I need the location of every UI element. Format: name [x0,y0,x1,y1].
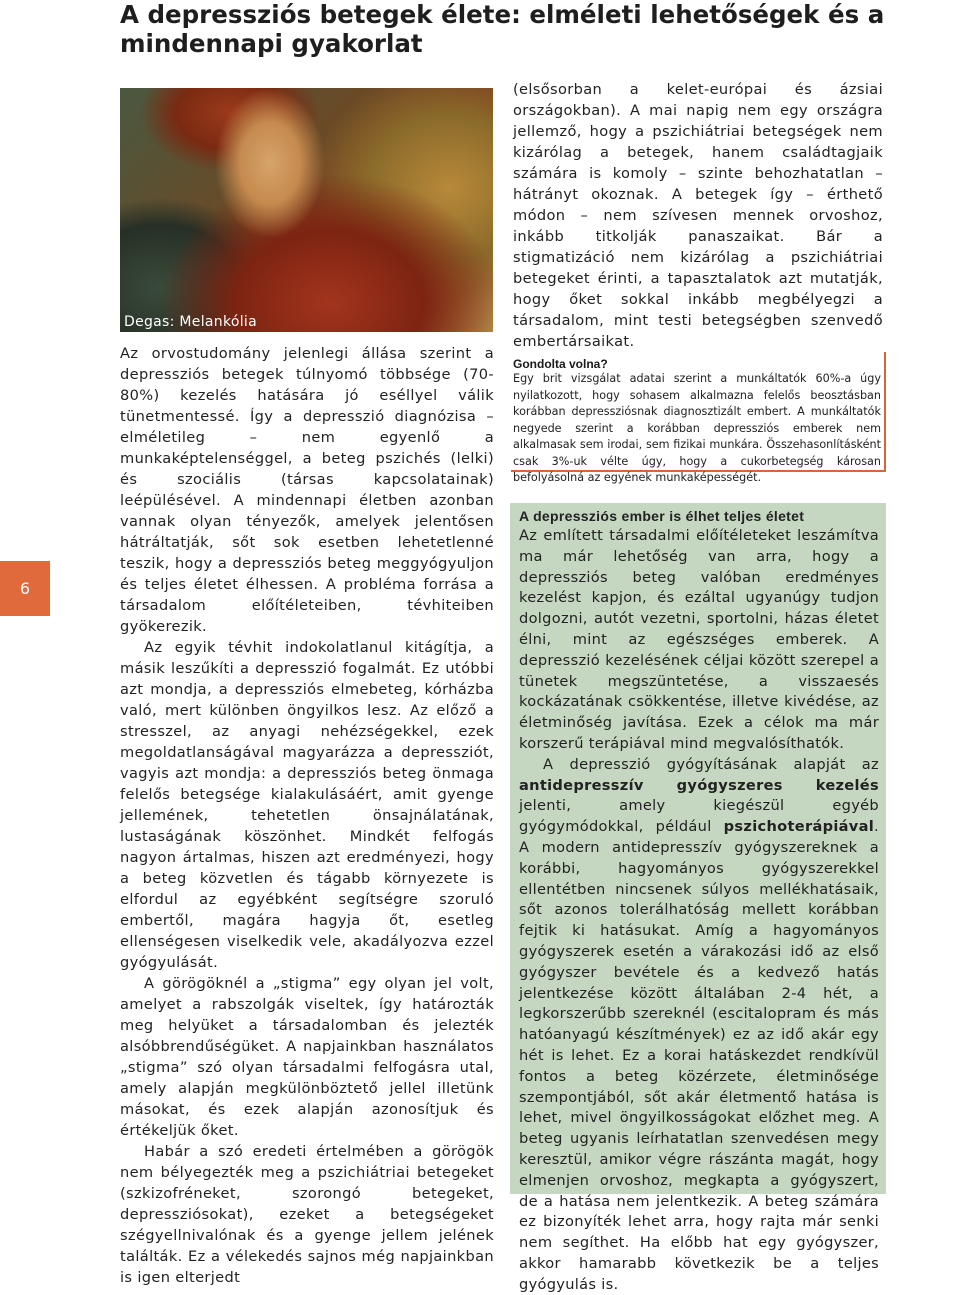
figure-caption: Degas: Melankólia [124,314,257,330]
left-paragraph-1: Az orvostudomány jelenlegi állása szerint a depressziós betegek túlnyomó többsége (70-80%) kezelés hatására jó eséllyel válik tünetmentessé. Így a depresszió diagnózisa – elméletileg – nem egyenlő a munkaképtelenséggel, a beteg pszichés (lelki) és szociális (társas kapcsolatainak) leépülésével. A mindennapi életben azonban vannak olyan tényezők, amelyek jelentősen hátráltatják, sőt sok esetben lehetetlenné teszik, hogy a depressziós beteg meggyógyuljon és teljes életet élhessen. A probléma forrása a társadalom előítéleteiben, tévhiteiben gyökerezik. [120,345,494,635]
sidebar-heading: Gondolta volna? [513,357,608,371]
right-column-top [513,79,883,352]
box-p2-text-d: . A modern antidepresszív gyógyszereknek a korábbi, hagyományos gyógyszerekkel ellentétben nincsenek súlyos mellékhatásaik, sőt azonos tolerálhatóság mellett korábban fejtik ki hatásukat. Amíg a hagyományos gyógyszerek esetén a várakozási idő az első gyógyszer bevétele és a kedvező hatás jelentkezése között általában 2-4 hét, a legkorszerűbb szereknél (escitalopram és más hatóanyagú készítmények) ez az idő akár egy hét is lehet. Ez a korai hatáskezdet rendkívül fontos a beteg közérzete, életminősége szempontjából, sőt akár életmentő hatása is lehet, mivel öngyilkosságokat előzhet meg. A beteg ugyanis leírhatatlan szenvedésen megy keresztül, amikor végre rászánta magát, hogy elmenjen orvoshoz, megkapta a gyógyszert, de a hatása nem jelentkezik. A beteg számára ez bizonyíték lehet arra, hogy rajta már senki nem segíthet. Ha előbb hat egy gyógyszer, akkor hamarabb következik be a teljes gyógyulás is. [519,818,879,1293]
box-p2-text-c: jelenti, amely kiegészül egyéb gyógymódokkal, például [519,797,879,836]
box-p2-text-a: A depresszió gyógyításának alapját az [543,755,879,773]
did-you-know-sidebar [511,352,886,484]
left-paragraph-3: A görögöknél a „stigma” egy olyan jel volt, amelyet a rabszolgák viseltek, így határozták meg helyüket a társadalomban és jelezték alsóbbrendűségüket. A napjainkban használatos „stigma” szó olyan társadalmi felfogásra utal, amely alapján megkülönböztető jellel illetünk másokat, és ezek alapján azonosítjuk és értékeljük őket. [120,975,494,1139]
page-title: A depressziós betegek élete: elméleti lehetőségek és a mindennapi gyakorlat [120,0,885,58]
box-p2-bold-treatment: antidepresszív gyógyszeres kezelés [519,776,879,794]
left-paragraph-2: Az egyik tévhit indokolatlanul kitágítja, a másik leszűkíti a depresszió fogalmát. Ez utóbbi azt mondja, a depressziós elmebeteg, kórházba való, mert különben öngyilkos lesz. Az előző a stresszel, az anyagi nehézségekkel, ezek megoldatlanságával magyarázza a depressziót, vagyis azt mondja: a depressziós beteg önmaga felelős betegsége kialakulásáért, amit gyenge jellemének, tehetetlen önsajnálatának, lustaságának köszönhet. Mindkét felfogás nagyon ártalmas, hiszen azt eredményezi, hogy a beteg közvetlen és tágabb környezete is elfordul az egyébként segítségre szoruló embertől, magára hagyja őt, esetleg ellenségesen viselkedik vele, akadályozva ezzel gyógyulását. [120,639,494,971]
box-paragraph-2 [519,755,879,1295]
box-heading: A depressziós ember is élhet teljes életet [519,508,805,524]
box-p2-bold-psychotherapy: pszichoterápiával [723,818,875,836]
painting-image [120,88,493,332]
box-paragraph-1: Az említett társadalmi előítéleteket leszámítva ma már lehetőség van arra, hogy a depressziós beteg valóban eredményes kezelést kapjon, és ezáltal ugyanúgy tudjon dolgozni, autót vezetni, sportolni, házas életet élni, mint az egészséges emberek. A depresszió kezelésének céljai között szerepel a tünetek megszüntetése, a visszaesés kockázatának csökkentése, illetve kivédése, az életminőség javítása. Ezek a célok ma már korszerű terápiával mind megvalósíthatók. [519,527,879,752]
sidebar-body: Egy brit vizsgálat adatai szerint a munkáltatók 60%-a úgy nyilatkozott, hogy sohasem alkalmazna felelős beosztásban korábban depressziósnak diagnosztizált embert. A munkáltatók negyede szerint a korábban depressziós emberek nem alkalmasak sem irodai, sem fizikai munkára. Összehasonlításként csak 3%-uk vélte úgy, hogy a cukorbetegség károsan befolyásolná az egyének munkaképességét. [513,372,881,484]
right-top-paragraph: (elsősorban a kelet-európai és ázsiai országokban). A mai napig nem egy országra jellemző, hogy a pszichiátriai betegségek nem kizárólag a betegek, hanem családtagjaik számára is komoly – szinte behozhatatlan – hátrányt okoznak. A betegek így – érthető módon – nem szívesen mennek orvoshoz, inkább titkolják panaszaikat. Bár a stigmatizáció nem kizárólag a pszichiátriai betegeket érinti, a tapasztalatok azt mutatják, hogy őket sokkal inkább megbélyegzi a társadalom, mint testi betegségben szenvedő embertársaikat. [513,81,883,350]
left-paragraph-4: Habár a szó eredeti értelmében a görögök nem bélyegezték meg a pszichiátriai betegeket (szkizofréneket, szorongó betegeket, depressziósokat), ezeket a betegségeket szégyellnivalónak és a gyenge jellem jelének találták. Ez a vélekedés sajnos még napjainkban is igen elterjedt [120,1143,494,1286]
left-column [120,343,494,1288]
page-number: 6 [0,561,50,616]
highlight-box [510,503,886,1293]
